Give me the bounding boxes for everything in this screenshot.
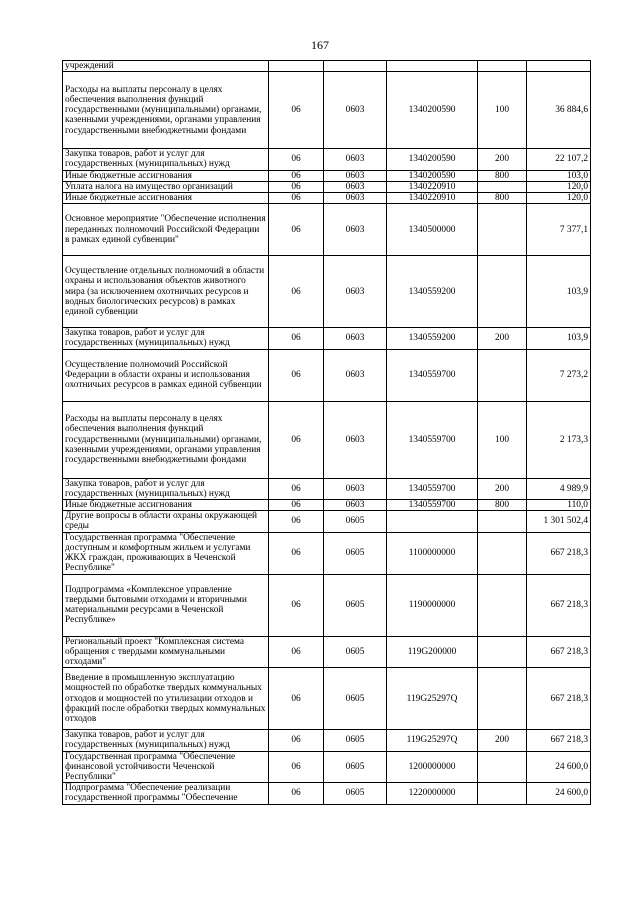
row-section-code: 06 — [269, 668, 324, 730]
table-row — [63, 401, 591, 478]
row-amount: 103,9 — [527, 328, 591, 349]
row-expense-type — [478, 204, 527, 256]
row-section-code — [269, 61, 324, 72]
row-target-article: 1340220910 — [387, 181, 478, 192]
row-subsection-code: 0605 — [324, 636, 387, 668]
row-subsection-code: 0605 — [324, 783, 387, 804]
row-expense-type — [478, 61, 527, 72]
table-row — [63, 72, 591, 149]
row-section-code: 06 — [269, 574, 324, 636]
table-row — [63, 328, 591, 349]
row-amount: 667 218,3 — [527, 574, 591, 636]
row-amount: 110,0 — [527, 500, 591, 511]
row-expense-type — [478, 256, 527, 328]
row-expense-type — [478, 349, 527, 401]
row-subsection-code: 0605 — [324, 730, 387, 751]
table-row — [63, 500, 591, 511]
row-expense-type: 200 — [478, 730, 527, 751]
row-expense-type: 100 — [478, 401, 527, 478]
row-expense-type: 200 — [478, 328, 527, 349]
row-section-code: 06 — [269, 730, 324, 751]
row-expense-type: 800 — [478, 170, 527, 181]
table-row — [63, 181, 591, 192]
row-amount: 667 218,3 — [527, 636, 591, 668]
row-subsection-code: 0603 — [324, 181, 387, 192]
row-section-code: 06 — [269, 256, 324, 328]
row-name: Другие вопросы в области охраны окружающей среды — [63, 511, 269, 532]
budget-table — [62, 60, 591, 805]
table-row — [63, 170, 591, 181]
row-section-code: 06 — [269, 532, 324, 574]
row-name: Региональный проект "Комплексная система обращения с твердыми коммунальными отходами" — [63, 636, 269, 668]
row-section-code: 06 — [269, 328, 324, 349]
row-target-article: 1340559200 — [387, 256, 478, 328]
row-target-article: 1190000000 — [387, 574, 478, 636]
row-subsection-code: 0603 — [324, 500, 387, 511]
row-amount: 120,0 — [527, 193, 591, 204]
row-subsection-code: 0605 — [324, 532, 387, 574]
row-expense-type — [478, 574, 527, 636]
row-section-code: 06 — [269, 72, 324, 149]
row-section-code: 06 — [269, 478, 324, 499]
row-name: Уплата налога на имущество организаций — [63, 181, 269, 192]
row-amount: 103,0 — [527, 170, 591, 181]
row-name: Подпрограмма "Обеспечение реализации государственной программы "Обеспечение — [63, 783, 269, 804]
row-target-article: 119G200000 — [387, 636, 478, 668]
row-section-code: 06 — [269, 401, 324, 478]
row-amount: 667 218,3 — [527, 730, 591, 751]
row-name: учреждений — [63, 61, 269, 72]
row-subsection-code: 0603 — [324, 401, 387, 478]
row-expense-type — [478, 511, 527, 532]
row-amount: 36 884,6 — [527, 72, 591, 149]
row-target-article — [387, 511, 478, 532]
row-name: Государственная программа "Обеспечение доступным и комфортным жильем и услугами ЖКХ граждан, проживающих в Чеченской Республике" — [63, 532, 269, 574]
table-row — [63, 61, 591, 72]
row-amount: 4 989,9 — [527, 478, 591, 499]
row-target-article: 1220000000 — [387, 783, 478, 804]
row-subsection-code: 0603 — [324, 170, 387, 181]
row-amount: 22 107,2 — [527, 149, 591, 170]
row-amount: 120,0 — [527, 181, 591, 192]
row-target-article: 1340559700 — [387, 401, 478, 478]
table-row — [63, 349, 591, 401]
row-amount: 1 301 502,4 — [527, 511, 591, 532]
row-target-article: 1340559200 — [387, 328, 478, 349]
row-subsection-code: 0603 — [324, 193, 387, 204]
row-amount: 7 377,1 — [527, 204, 591, 256]
row-name: Иные бюджетные ассигнования — [63, 193, 269, 204]
row-name: Иные бюджетные ассигнования — [63, 170, 269, 181]
page-number: 167 — [311, 38, 329, 52]
table-row — [63, 783, 591, 804]
row-name: Расходы на выплаты персоналу в целях обеспечения выполнения функций государственными (муниципальными) органами, казенными учреждениями, органами управления государственными внебюджетными фондами — [63, 401, 269, 478]
row-section-code: 06 — [269, 500, 324, 511]
table-row — [63, 668, 591, 730]
row-expense-type — [478, 636, 527, 668]
row-target-article: 1340559700 — [387, 478, 478, 499]
row-expense-type — [478, 783, 527, 804]
row-section-code: 06 — [269, 149, 324, 170]
row-section-code: 06 — [269, 193, 324, 204]
row-expense-type: 200 — [478, 478, 527, 499]
row-subsection-code: 0603 — [324, 256, 387, 328]
row-name: Закупка товаров, работ и услуг для государственных (муниципальных) нужд — [63, 478, 269, 499]
row-name: Осуществление полномочий Российской Федерации в области охраны и использования охотничьих ресурсов в рамках единой субвенции — [63, 349, 269, 401]
row-expense-type — [478, 532, 527, 574]
row-subsection-code: 0605 — [324, 751, 387, 783]
row-subsection-code: 0603 — [324, 72, 387, 149]
budget-table-body — [63, 61, 591, 805]
row-name: Иные бюджетные ассигнования — [63, 500, 269, 511]
row-name: Закупка товаров, работ и услуг для государственных (муниципальных) нужд — [63, 328, 269, 349]
row-expense-type — [478, 181, 527, 192]
row-target-article: 1100000000 — [387, 532, 478, 574]
table-row — [63, 511, 591, 532]
row-target-article: 1340559700 — [387, 349, 478, 401]
row-subsection-code: 0605 — [324, 668, 387, 730]
row-amount: 7 273,2 — [527, 349, 591, 401]
row-amount: 667 218,3 — [527, 668, 591, 730]
row-name: Закупка товаров, работ и услуг для государственных (муниципальных) нужд — [63, 149, 269, 170]
row-target-article — [387, 61, 478, 72]
row-name: Закупка товаров, работ и услуг для государственных (муниципальных) нужд — [63, 730, 269, 751]
table-row — [63, 256, 591, 328]
row-name: Подпрограмма «Комплексное управление твердыми бытовыми отходами и вторичными материальными ресурсами в Чеченской Республике» — [63, 574, 269, 636]
row-target-article: 1340220910 — [387, 193, 478, 204]
table-row — [63, 204, 591, 256]
row-amount: 24 600,0 — [527, 751, 591, 783]
row-expense-type: 100 — [478, 72, 527, 149]
row-amount: 2 173,3 — [527, 401, 591, 478]
row-target-article: 1340500000 — [387, 204, 478, 256]
table-row — [63, 636, 591, 668]
table-row — [63, 532, 591, 574]
table-row — [63, 730, 591, 751]
row-expense-type: 200 — [478, 149, 527, 170]
row-subsection-code: 0605 — [324, 574, 387, 636]
row-name: Осуществление отдельных полномочий в области охраны и использования объектов животного мира (за исключением охотничьих ресурсов и водных биологических ресурсов) в рамках единой субвенции — [63, 256, 269, 328]
row-section-code: 06 — [269, 636, 324, 668]
table-row — [63, 751, 591, 783]
row-section-code: 06 — [269, 511, 324, 532]
table-row — [63, 478, 591, 499]
row-target-article: 1340200590 — [387, 72, 478, 149]
row-amount: 103,9 — [527, 256, 591, 328]
row-expense-type — [478, 668, 527, 730]
row-target-article: 1340200590 — [387, 170, 478, 181]
row-name: Государственная программа "Обеспечение финансовой устойчивости Чеченской Республики" — [63, 751, 269, 783]
row-subsection-code: 0603 — [324, 349, 387, 401]
row-subsection-code: 0603 — [324, 328, 387, 349]
row-section-code: 06 — [269, 751, 324, 783]
row-section-code: 06 — [269, 181, 324, 192]
row-section-code: 06 — [269, 170, 324, 181]
row-amount — [527, 61, 591, 72]
row-section-code: 06 — [269, 783, 324, 804]
row-subsection-code — [324, 61, 387, 72]
row-target-article: 1340559700 — [387, 500, 478, 511]
row-subsection-code: 0603 — [324, 149, 387, 170]
row-subsection-code: 0603 — [324, 204, 387, 256]
row-expense-type: 800 — [478, 193, 527, 204]
row-name: Введение в промышленную эксплуатацию мощностей по обработке твердых коммунальных отходов и мощностей по утилизации отходов и фракций после обработки твердых коммунальных отходов — [63, 668, 269, 730]
row-target-article: 1340200590 — [387, 149, 478, 170]
row-target-article: 119G25297Q — [387, 668, 478, 730]
row-amount: 667 218,3 — [527, 532, 591, 574]
table-row — [63, 149, 591, 170]
row-subsection-code: 0603 — [324, 478, 387, 499]
table-row — [63, 193, 591, 204]
row-subsection-code: 0605 — [324, 511, 387, 532]
row-expense-type: 800 — [478, 500, 527, 511]
row-section-code: 06 — [269, 204, 324, 256]
row-amount: 24 600,0 — [527, 783, 591, 804]
row-section-code: 06 — [269, 349, 324, 401]
row-expense-type — [478, 751, 527, 783]
row-name: Основное мероприятие "Обеспечение исполнения переданных полномочий Российской Федерации в рамках единой субвенции" — [63, 204, 269, 256]
row-name: Расходы на выплаты персоналу в целях обеспечения выполнения функций государственными (муниципальными) органами, казенными учреждениями, органами управления государственными внебюджетными фондами — [63, 72, 269, 149]
row-target-article: 119G25297Q — [387, 730, 478, 751]
table-row — [63, 574, 591, 636]
row-target-article: 1200000000 — [387, 751, 478, 783]
